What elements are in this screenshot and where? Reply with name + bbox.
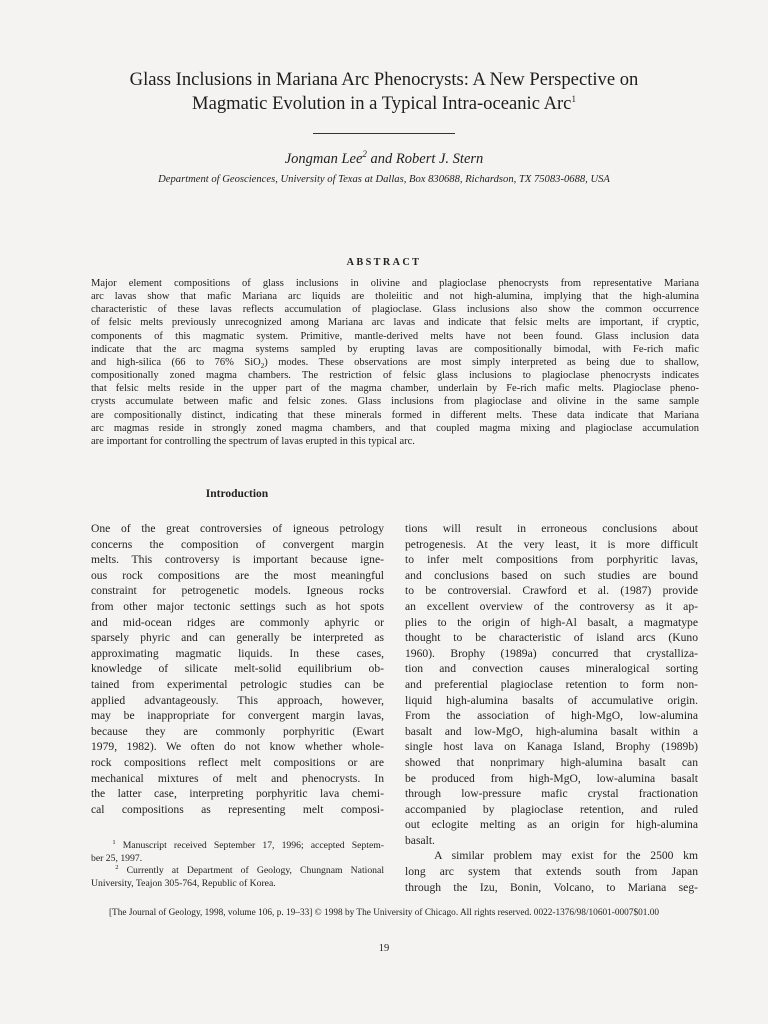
footnote-1-text: Manuscript received September 17, 1996; accepted Septem-: [122, 840, 385, 851]
body-line: tained from experimental petrologic studies can be: [91, 677, 384, 691]
affiliation: Department of Geosciences, University of Texas at Dallas, Box 830688, Richardson, TX 75083-0688, USA: [158, 174, 610, 185]
abstract-line: Major element compositions of glass inclusions in olivine and plagioclase phenocrysts from representative Mariana: [91, 278, 699, 289]
body-line: applied advantageously. This approach, however,: [91, 693, 384, 707]
footnote-1-line: [91, 840, 384, 853]
body-line: and preferential plagioclase retention to form non-: [405, 677, 698, 691]
body-line: 1960). Brophy (1989a) concurred that crystalliza-: [405, 646, 698, 660]
footnotes: [91, 840, 384, 890]
body-line: and mid-ocean ridges are commonly aphyric or: [91, 615, 384, 629]
page-number: 19: [378, 943, 390, 954]
footnote-2-line: [91, 865, 384, 878]
footnote-1-mark: 1: [112, 838, 116, 846]
journal-citation: [The Journal of Geology, 1998, volume 106, p. 19–33] © 1998 by The University of Chicago. All rights reserved. 0022-1376/98/10601-0007$01.00: [108, 908, 660, 918]
abstract-line: compositionally zoned magma chambers. The restriction of felsic glass inclusions to plagioclase phenocrysts indicates: [91, 370, 699, 382]
body-line: basalt.: [405, 833, 435, 847]
abstract-line: [91, 356, 699, 369]
body-line: be produced from high-MgO, low-alumina basalt: [405, 771, 698, 785]
abstract-line-7-head: and high-silica (66 to 76% SiO: [91, 356, 261, 368]
body-line: petrogenesis. At the very least, it is more difficult: [405, 537, 698, 551]
body-line: from other major tectonic settings such as hot spots: [91, 599, 384, 613]
abstract-line: characteristic of these lavas reflects accumulation of plagioclase. Glass inclusions also show the common occurrence: [91, 304, 699, 316]
body-line: showed that nonprimary high-alumina basalt can: [405, 755, 698, 769]
abstract-line: of felsic melts previously unrecognized among Mariana arc lavas and indicate that felsic melts are important, if cryptic,: [91, 317, 699, 329]
body-line: single host lava on Kanaga Island, Brophy (1989b): [405, 740, 698, 754]
body-line: the latter case, interpreting porphyritic lava chemi-: [91, 787, 384, 801]
body-line: out eclogite melting as an origin for high-alumina: [405, 818, 698, 832]
body-line: to be controversial. Crawford et al. (1987) provide: [405, 584, 698, 598]
body-line: an excellent overview of the controversy as it ap-: [405, 599, 698, 613]
body-line: tions will result in erroneous conclusions about: [405, 522, 698, 535]
title-line-2-text: Magmatic Evolution in a Typical Intra-oceanic Arc: [192, 93, 572, 114]
right-column: [405, 521, 698, 895]
body-line: melts. This controversy is important because igne-: [91, 553, 384, 567]
abstract-heading: ABSTRACT: [346, 257, 422, 268]
body-line: mechanical mixtures of melt and phenocrysts. In: [91, 771, 384, 785]
body-line: sparsely phyric and can generally be interpreted as: [91, 631, 384, 645]
body-line: concerns the composition of convergent margin: [91, 537, 384, 551]
body-line: and conclusions based on such studies are bound: [405, 568, 698, 582]
body-line: cal compositions as representing melt composi-: [91, 802, 384, 816]
abstract-line: arc lavas show that mafic Mariana arc liquids are tholeiitic and not high-alumina, implying that the high-alumina: [91, 291, 699, 303]
body-line: through low-pressure mafic crystal fractionation: [405, 787, 698, 801]
left-column: [91, 521, 384, 817]
footnote-2-text: Currently at Department of Geology, Chungnam National: [126, 865, 385, 877]
body-line: because they are commonly porphyritic (Ewart: [91, 724, 384, 738]
footnote-1-line: ber 25, 1997.: [91, 852, 143, 864]
abstract-line: that felsic melts reside in the upper part of the magma chamber, underlain by Fe-rich mafic melts. Plagioclase pheno-: [91, 383, 699, 395]
body-line: accompanied by plagioclase retention, and ruled: [405, 802, 698, 816]
abstract-line: are compositionally distinct, indicating that these minerals formed in different melts. These data indicate that Mariana: [91, 409, 699, 421]
body-line: rock compositions reflect melt compositions or are: [91, 755, 384, 769]
author-rest: and Robert J. Stern: [366, 151, 484, 167]
section-heading-introduction: Introduction: [205, 488, 269, 500]
abstract-line: components of this magmatic system. Primitive, mantle-derived melts have not been found. Glass inclusion data: [91, 330, 699, 342]
abstract-line: are important for controlling the spectrum of lavas erupted in this typical arc.: [91, 435, 415, 447]
body-line: tion and convection causes mineralogical sorting: [405, 662, 698, 676]
title-line-2: [60, 92, 708, 116]
abstract-line: crysts accumulate between mafic and felsic zones. Glass inclusions from plagioclase and olivine in the same sample: [91, 396, 699, 408]
body-line: may be inappropriate for convergent margin lavas,: [91, 709, 384, 723]
body-line: From the association of high-MgO, low-alumina: [405, 709, 698, 723]
title-footnote-mark: 1: [571, 93, 576, 104]
body-line: long arc system that extends south from Japan: [405, 865, 698, 879]
abstract-line-7-tail: ) modes. These observations are most simply interpreted as being due to shallow,: [264, 356, 700, 368]
body-line: through the Izu, Bonin, Volcano, to Mariana seg-: [405, 880, 698, 894]
body-line: approximating magmatic liquids. In these cases,: [91, 646, 384, 660]
title-divider: [313, 133, 455, 134]
body-line: thought to be characteristic of island arcs (Kuno: [405, 631, 698, 645]
sio2-subscript: 2: [260, 362, 265, 371]
body-line-indented: [405, 848, 698, 864]
body-line: One of the great controversies of igneous petrology: [91, 522, 384, 535]
body-line: to infer melt compositions from porphyritic lavas,: [405, 553, 698, 567]
body-line: constraint for petrogenetic models. Igneous rocks: [91, 584, 384, 598]
paragraph-start: A similar problem may exist for the 2500 km: [434, 849, 698, 863]
body-line: knowledge of silicate melt-solid equilibrium ob-: [91, 662, 384, 676]
authors: [60, 150, 708, 168]
paper-title: [60, 68, 708, 116]
body-line: liquid high-alumina basalts of accumulative origin.: [405, 693, 698, 707]
author-footnote-mark: 2: [362, 149, 367, 160]
footnote-2-mark: 2: [115, 863, 119, 871]
body-line: basalt and low-MgO, high-alumina basalt within a: [405, 724, 698, 738]
abstract-body: [91, 277, 699, 448]
abstract-line: arc magmas reside in strongly zoned magma chambers, and that coupled magma mixing and plagioclase accumulation: [91, 422, 699, 434]
footnote-2-line: University, Teajon 305-764, Republic of Korea.: [91, 877, 276, 889]
body-line: 1979, 1982). We often do not know whether whole-: [91, 740, 384, 754]
title-line-1: Glass Inclusions in Mariana Arc Phenocrysts: A New Perspective on: [129, 69, 639, 90]
body-line: plies to the origin of high-Al basalt, a magmatype: [405, 615, 698, 629]
abstract-line: indicate that the arc magma systems sampled by erupting lavas are compositionally bimodal, with Fe-rich mafic: [91, 343, 699, 355]
author-first: Jongman Lee: [284, 151, 363, 167]
body-line: ous rock compositions are the most meaningful: [91, 568, 384, 582]
